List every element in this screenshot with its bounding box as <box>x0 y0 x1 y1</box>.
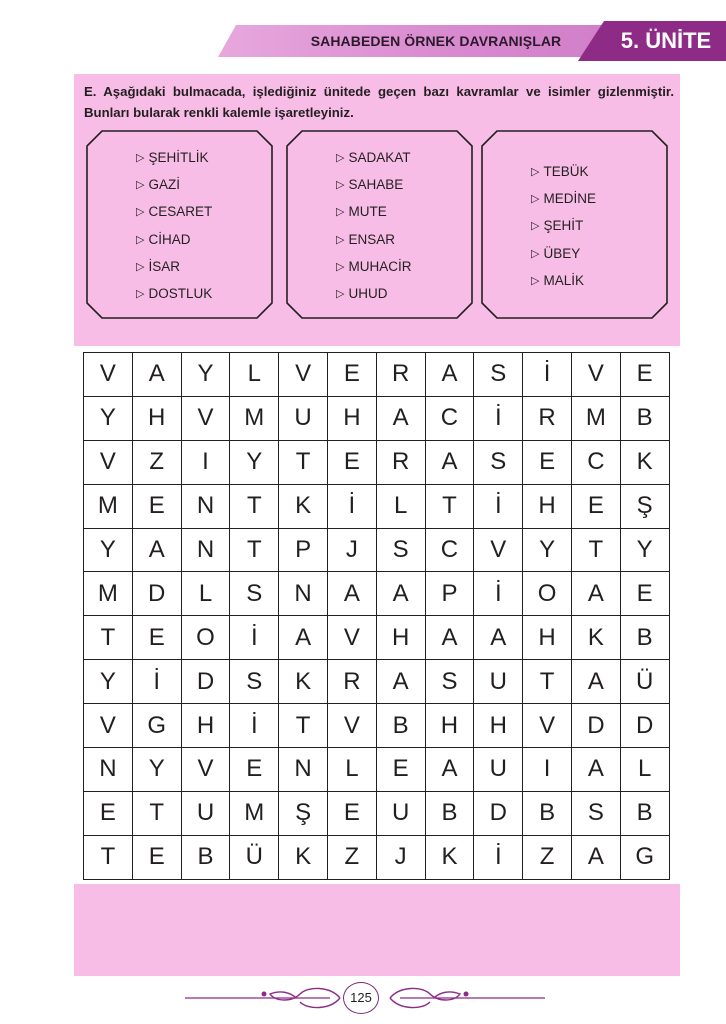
grid-cell[interactable]: A <box>571 748 620 792</box>
instruction-text: E. Aşağıdaki bulmacada, işlediğiniz ünitede geçen bazı kavramlar ve isimler gizlenmiştir. Bunları bularak renkli kalemle işaretleyiniz. <box>84 84 674 120</box>
grid-row <box>84 440 670 484</box>
grid-cell[interactable]: B <box>523 791 572 835</box>
grid-cell[interactable]: E <box>376 748 425 792</box>
grid-cell[interactable]: A <box>571 660 620 704</box>
grid-cell[interactable]: İ <box>474 572 523 616</box>
grid-cell[interactable]: A <box>132 353 181 397</box>
grid-row <box>84 616 670 660</box>
word-item <box>531 267 596 294</box>
grid-cell[interactable]: B <box>425 791 474 835</box>
grid-cell[interactable]: T <box>230 528 279 572</box>
grid-cell[interactable]: J <box>376 835 425 879</box>
word-item <box>531 212 596 239</box>
triangle-bullet-icon: ▷ <box>336 260 345 273</box>
word-item <box>136 171 212 198</box>
triangle-bullet-icon: ▷ <box>136 233 145 246</box>
grid-cell[interactable]: K <box>571 616 620 660</box>
word-label: UHUD <box>348 285 388 301</box>
word-box-2 <box>286 130 473 319</box>
grid-cell[interactable]: Z <box>132 440 181 484</box>
grid-cell[interactable]: I <box>181 440 230 484</box>
grid-cell[interactable]: M <box>230 396 279 440</box>
grid-cell[interactable]: C <box>571 440 620 484</box>
grid-cell[interactable]: Y <box>523 528 572 572</box>
word-label: ÜBEY <box>543 245 581 261</box>
grid-cell[interactable]: Y <box>84 660 133 704</box>
grid-cell[interactable]: D <box>620 704 669 748</box>
grid-cell[interactable]: L <box>327 748 376 792</box>
grid-cell[interactable]: Ü <box>620 660 669 704</box>
grid-cell[interactable]: M <box>230 791 279 835</box>
grid-cell[interactable]: U <box>279 396 328 440</box>
grid-cell[interactable]: T <box>84 835 133 879</box>
word-box-3 <box>481 130 668 319</box>
grid-cell[interactable]: B <box>620 616 669 660</box>
grid-cell[interactable]: T <box>571 528 620 572</box>
grid-cell[interactable]: V <box>279 353 328 397</box>
grid-cell[interactable]: L <box>376 484 425 528</box>
grid-cell[interactable]: A <box>474 616 523 660</box>
word-item <box>136 226 212 253</box>
grid-cell[interactable]: C <box>425 528 474 572</box>
grid-cell[interactable]: E <box>132 484 181 528</box>
grid-cell[interactable]: S <box>474 440 523 484</box>
grid-cell[interactable]: İ <box>327 484 376 528</box>
grid-cell[interactable]: M <box>84 572 133 616</box>
grid-cell[interactable]: L <box>181 572 230 616</box>
triangle-bullet-icon: ▷ <box>136 287 145 300</box>
grid-cell[interactable]: R <box>523 396 572 440</box>
grid-cell[interactable]: V <box>181 748 230 792</box>
section-title: SAHABEDEN ÖRNEK DAVRANIŞLAR <box>310 33 562 49</box>
grid-cell[interactable]: H <box>523 484 572 528</box>
grid-row <box>84 572 670 616</box>
grid-cell[interactable]: İ <box>474 396 523 440</box>
grid-cell[interactable]: Y <box>181 353 230 397</box>
word-label: MEDİNE <box>543 191 596 207</box>
grid-cell[interactable]: H <box>181 704 230 748</box>
word-label: MUTE <box>348 204 387 220</box>
word-item <box>336 280 411 307</box>
grid-cell[interactable]: İ <box>132 660 181 704</box>
grid-cell[interactable]: K <box>620 440 669 484</box>
grid-row <box>84 748 670 792</box>
grid-cell[interactable]: E <box>132 616 181 660</box>
grid-cell[interactable]: S <box>425 660 474 704</box>
triangle-bullet-icon: ▷ <box>136 260 145 273</box>
word-item <box>136 280 212 307</box>
grid-cell[interactable]: Z <box>327 835 376 879</box>
word-label: ŞEHİTLİK <box>148 150 209 165</box>
grid-cell[interactable]: H <box>523 616 572 660</box>
grid-cell[interactable]: İ <box>523 353 572 397</box>
word-label: SAHABE <box>348 177 404 193</box>
grid-cell[interactable]: Z <box>523 835 572 879</box>
grid-cell[interactable]: N <box>84 748 133 792</box>
grid-cell[interactable]: H <box>425 704 474 748</box>
grid-cell[interactable]: B <box>376 704 425 748</box>
word-label: İSAR <box>148 258 180 274</box>
grid-cell[interactable]: N <box>279 748 328 792</box>
grid-cell[interactable]: A <box>425 616 474 660</box>
triangle-bullet-icon: ▷ <box>136 206 145 219</box>
grid-cell[interactable]: A <box>425 748 474 792</box>
word-list-3 <box>531 158 596 294</box>
grid-cell[interactable]: S <box>376 528 425 572</box>
triangle-bullet-icon: ▷ <box>136 179 145 192</box>
triangle-bullet-icon: ▷ <box>336 287 345 300</box>
grid-cell[interactable]: R <box>376 353 425 397</box>
grid-cell[interactable]: R <box>376 440 425 484</box>
grid-cell[interactable]: V <box>523 704 572 748</box>
unit-label: 5. ÜNİTE <box>620 28 712 53</box>
grid-cell[interactable]: Ş <box>620 484 669 528</box>
grid-cell[interactable]: V <box>474 528 523 572</box>
grid-cell[interactable]: H <box>327 396 376 440</box>
grid-cell[interactable]: D <box>181 660 230 704</box>
grid-cell[interactable]: V <box>571 353 620 397</box>
grid-row <box>84 704 670 748</box>
grid-cell[interactable]: İ <box>474 484 523 528</box>
grid-cell[interactable]: G <box>620 835 669 879</box>
grid-cell[interactable]: A <box>327 572 376 616</box>
triangle-bullet-icon: ▷ <box>136 152 145 164</box>
grid-cell[interactable]: E <box>620 572 669 616</box>
grid-cell[interactable]: E <box>132 835 181 879</box>
word-item <box>531 158 596 185</box>
grid-cell[interactable]: B <box>620 791 669 835</box>
grid-cell[interactable]: Y <box>620 528 669 572</box>
grid-cell[interactable]: V <box>84 353 133 397</box>
grid-cell[interactable]: E <box>571 484 620 528</box>
grid-cell[interactable]: E <box>327 791 376 835</box>
grid-cell[interactable]: P <box>279 528 328 572</box>
grid-cell[interactable]: K <box>279 835 328 879</box>
grid-cell[interactable]: A <box>132 528 181 572</box>
grid-cell[interactable]: E <box>84 791 133 835</box>
grid-cell[interactable]: V <box>327 616 376 660</box>
grid-cell[interactable]: V <box>84 704 133 748</box>
grid-cell[interactable]: Ü <box>230 835 279 879</box>
grid-cell[interactable]: O <box>523 572 572 616</box>
grid-cell[interactable]: Ş <box>279 791 328 835</box>
triangle-bullet-icon: ▷ <box>336 206 345 219</box>
grid-cell[interactable]: B <box>181 835 230 879</box>
grid-cell[interactable]: O <box>181 616 230 660</box>
grid-cell[interactable]: A <box>279 616 328 660</box>
grid-cell[interactable]: N <box>181 528 230 572</box>
word-item <box>531 240 596 267</box>
word-item <box>136 144 212 171</box>
grid-cell[interactable]: Y <box>230 440 279 484</box>
grid-cell[interactable]: İ <box>474 835 523 879</box>
grid-cell[interactable]: T <box>279 440 328 484</box>
grid-cell[interactable]: Y <box>132 748 181 792</box>
grid-cell[interactable]: M <box>84 484 133 528</box>
grid-cell[interactable]: U <box>181 791 230 835</box>
grid-row <box>84 353 670 397</box>
grid-cell[interactable]: C <box>425 396 474 440</box>
word-item <box>336 171 411 198</box>
grid-cell[interactable]: E <box>620 353 669 397</box>
word-item <box>336 144 411 171</box>
grid-cell[interactable]: A <box>376 660 425 704</box>
word-label: CESARET <box>148 204 213 220</box>
word-label: TEBÜK <box>543 164 589 179</box>
grid-cell[interactable]: E <box>327 440 376 484</box>
grid-cell[interactable]: A <box>571 572 620 616</box>
grid-row <box>84 791 670 835</box>
word-label: ŞEHİT <box>543 218 584 234</box>
grid-cell[interactable]: A <box>571 835 620 879</box>
grid-cell[interactable]: S <box>230 660 279 704</box>
grid-row <box>84 396 670 440</box>
grid-cell[interactable]: A <box>425 353 474 397</box>
grid-cell[interactable]: I <box>523 748 572 792</box>
grid-row <box>84 528 670 572</box>
grid-cell[interactable]: A <box>376 572 425 616</box>
grid-cell[interactable]: P <box>425 572 474 616</box>
grid-cell[interactable]: A <box>425 440 474 484</box>
grid-row <box>84 484 670 528</box>
grid-cell[interactable]: K <box>425 835 474 879</box>
grid-cell[interactable]: H <box>132 396 181 440</box>
word-item <box>136 253 212 280</box>
grid-cell[interactable]: D <box>474 791 523 835</box>
grid-cell[interactable]: H <box>474 704 523 748</box>
grid-cell[interactable]: G <box>132 704 181 748</box>
grid-cell[interactable]: V <box>181 396 230 440</box>
word-label: DOSTLUK <box>148 285 213 301</box>
grid-cell[interactable]: T <box>523 660 572 704</box>
word-label: MUHACİR <box>348 258 412 274</box>
grid-cell[interactable]: Y <box>84 528 133 572</box>
word-label: GAZİ <box>148 177 180 193</box>
triangle-bullet-icon: ▷ <box>336 179 345 192</box>
grid-row <box>84 835 670 879</box>
grid-cell[interactable]: K <box>279 484 328 528</box>
page-number: 125 <box>343 982 379 1014</box>
grid-cell[interactable]: R <box>327 660 376 704</box>
grid-cell[interactable]: K <box>279 660 328 704</box>
grid-cell[interactable]: L <box>620 748 669 792</box>
triangle-bullet-icon: ▷ <box>336 233 345 246</box>
grid-cell[interactable]: H <box>376 616 425 660</box>
grid-cell[interactable]: Y <box>84 396 133 440</box>
grid-cell[interactable]: N <box>279 572 328 616</box>
grid-cell[interactable]: A <box>376 396 425 440</box>
grid-row <box>84 660 670 704</box>
grid-cell[interactable]: E <box>523 440 572 484</box>
word-item <box>336 253 411 280</box>
grid-cell[interactable]: J <box>327 528 376 572</box>
word-list-1 <box>136 144 212 307</box>
word-label: ENSAR <box>348 231 395 247</box>
word-list-2 <box>336 144 411 307</box>
word-item <box>136 198 212 225</box>
grid-cell[interactable]: E <box>327 353 376 397</box>
word-label: SADAKAT <box>348 150 411 165</box>
grid-cell[interactable]: B <box>620 396 669 440</box>
grid-cell[interactable]: İ <box>230 704 279 748</box>
answer-panel <box>74 884 680 976</box>
grid-cell[interactable]: D <box>132 572 181 616</box>
grid-cell[interactable]: N <box>181 484 230 528</box>
grid-cell[interactable]: M <box>571 396 620 440</box>
grid-cell[interactable]: V <box>84 440 133 484</box>
grid-cell[interactable]: U <box>474 748 523 792</box>
grid-cell[interactable]: İ <box>230 616 279 660</box>
grid-cell[interactable]: V <box>327 704 376 748</box>
grid-cell[interactable]: T <box>230 484 279 528</box>
word-label: CİHAD <box>148 231 191 247</box>
grid-cell[interactable]: S <box>474 353 523 397</box>
grid-cell[interactable]: D <box>571 704 620 748</box>
word-search-grid <box>83 352 670 880</box>
grid-cell[interactable]: L <box>230 353 279 397</box>
word-item <box>336 226 411 253</box>
triangle-bullet-icon: ▷ <box>531 247 540 260</box>
word-item <box>531 185 596 212</box>
grid-cell[interactable]: S <box>571 791 620 835</box>
triangle-bullet-icon: ▷ <box>531 274 540 287</box>
word-item <box>336 198 411 225</box>
word-label: MALİK <box>543 272 584 288</box>
grid-cell[interactable]: T <box>425 484 474 528</box>
grid-cell[interactable]: U <box>376 791 425 835</box>
word-box-1 <box>86 130 273 319</box>
grid-cell[interactable]: T <box>84 616 133 660</box>
grid-cell[interactable]: T <box>279 704 328 748</box>
triangle-bullet-icon: ▷ <box>531 220 540 233</box>
grid-cell[interactable]: S <box>230 572 279 616</box>
grid-cell[interactable]: U <box>474 660 523 704</box>
grid-cell[interactable]: E <box>230 748 279 792</box>
triangle-bullet-icon: ▷ <box>336 152 345 164</box>
grid-cell[interactable]: T <box>132 791 181 835</box>
triangle-bullet-icon: ▷ <box>531 193 540 206</box>
triangle-bullet-icon: ▷ <box>531 166 540 178</box>
